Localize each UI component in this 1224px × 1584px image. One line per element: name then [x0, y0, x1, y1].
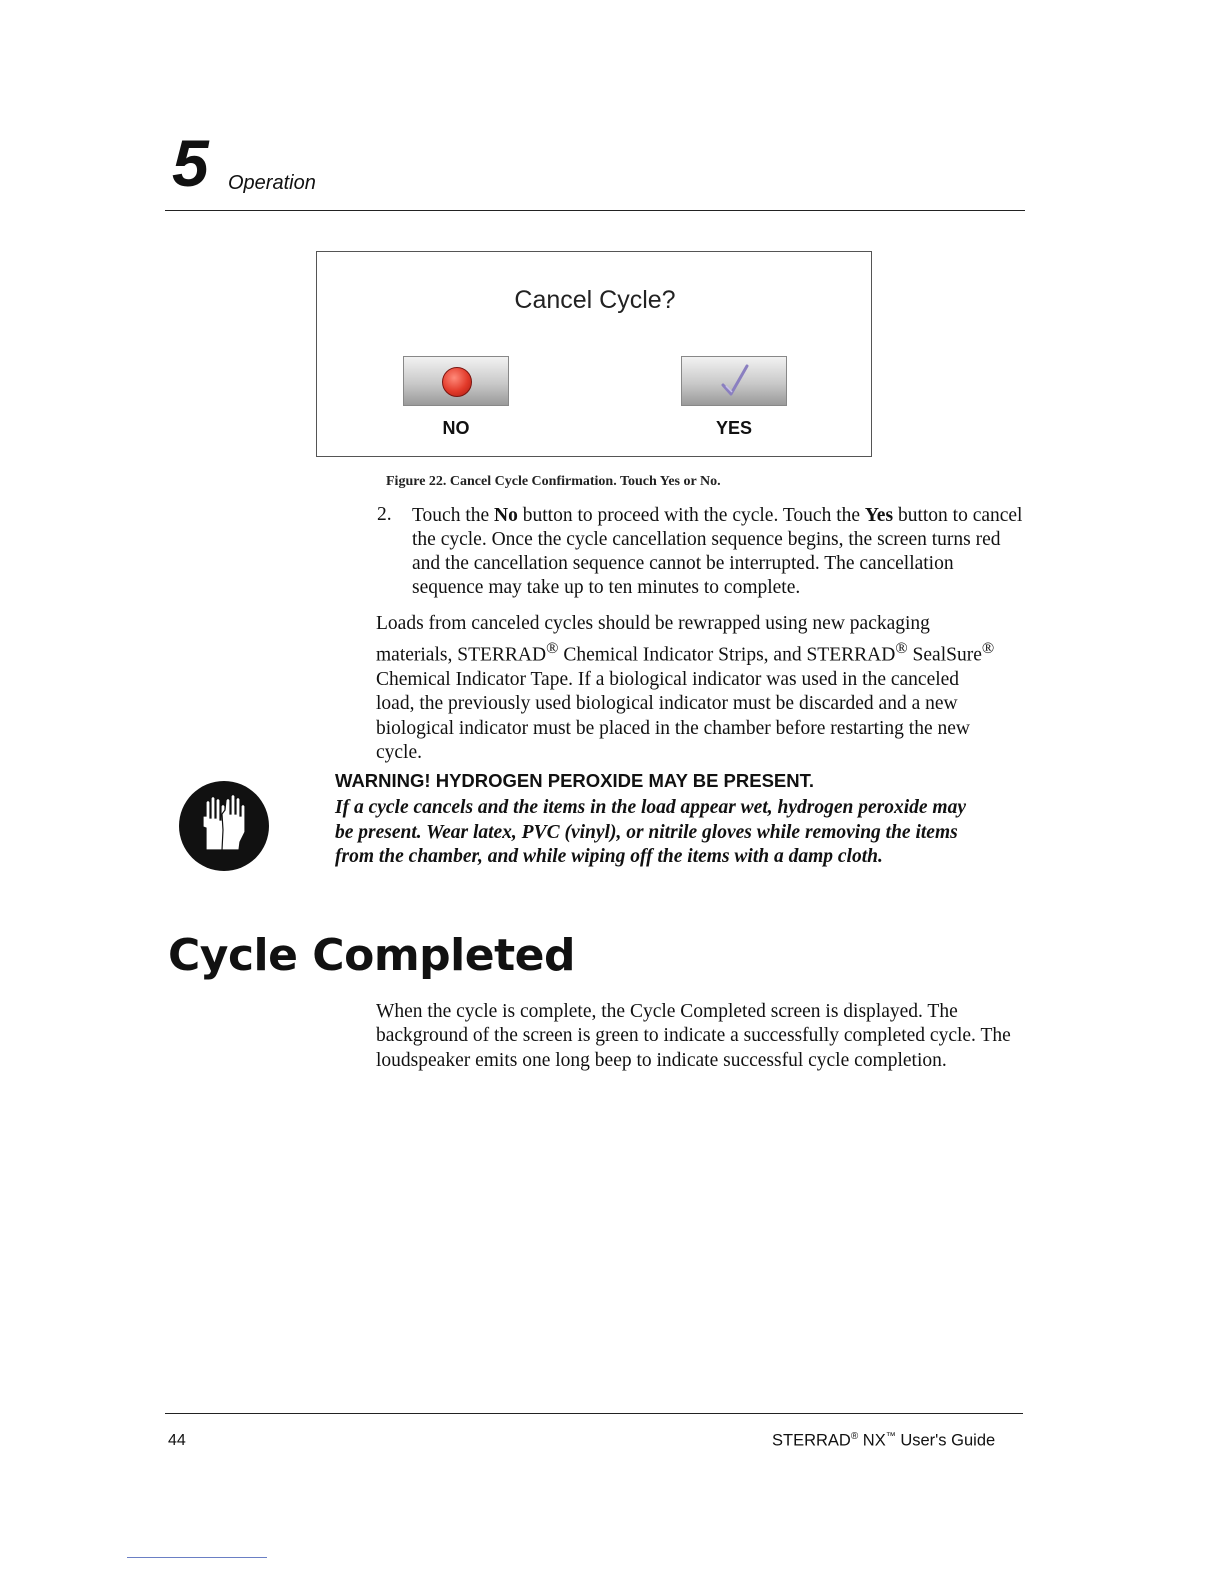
- step-text-part: button to cancel the cycle. Once the cycle cancellation sequence begins, the screen turns red and the cancellation sequence cannot be interrupted. The cancellation sequence may take up to ten minutes to complete.: [412, 505, 1023, 598]
- scan-artifact-line: [127, 1557, 267, 1558]
- product-name: STERRAD: [772, 1431, 851, 1450]
- stop-icon: [442, 367, 472, 397]
- step-text-part: Touch the: [412, 505, 495, 526]
- cycle-completed-paragraph: When the cycle is complete, the Cycle Completed screen is displayed. The background of the screen is green to indicate a successfully completed cycle. The loudspeaker emits one long beep to indicate successful cycle completion.: [376, 1001, 1011, 1071]
- page-number: 44: [168, 1432, 186, 1449]
- guide-label: User's Guide: [895, 1431, 996, 1450]
- list-item-number: 2.: [377, 504, 392, 525]
- paragraph-text: Loads from canceled cycles should be rewrapped using new packaging materials, STERRAD: [376, 613, 930, 666]
- gloves-icon: [178, 780, 270, 872]
- dialog-title: Cancel Cycle?: [514, 286, 676, 314]
- paragraph-text: Chemical Indicator Tape. If a biological indicator was used in the canceled load, the previously used biological indicator must be discarded and a new biological indicator must be placed in the chamber before restarting the new cycle.: [376, 669, 970, 763]
- no-button-label: NO: [442, 418, 470, 438]
- header-rule: [165, 210, 1025, 211]
- warning-heading: WARNING! HYDROGEN PEROXIDE MAY BE PRESENT.: [335, 770, 815, 791]
- section-heading: Cycle Completed: [168, 930, 575, 981]
- registered-mark: ®: [981, 639, 995, 658]
- yes-button-label: YES: [715, 418, 753, 438]
- paragraph-text: SealSure: [907, 644, 982, 666]
- registered-mark: ®: [850, 1431, 859, 1442]
- step-text-part: button to proceed with the cycle. Touch the: [517, 505, 865, 526]
- chapter-number: 5: [172, 126, 209, 200]
- model-name: NX: [858, 1431, 886, 1450]
- no-button[interactable]: [403, 356, 509, 406]
- registered-mark: ®: [895, 639, 908, 658]
- cancel-cycle-dialog-figure: [316, 251, 872, 457]
- footer-guide-title: [772, 1431, 995, 1451]
- loads-paragraph: [376, 612, 996, 765]
- checkmark-icon: [720, 363, 750, 399]
- warning-body: If a cycle cancels and the items in the load appear wet, hydrogen peroxide may be present. Wear latex, PVC (vinyl), or nitrile gloves while removing the items from the chamber, and while wiping off the items with a damp cloth.: [335, 797, 966, 867]
- figure-caption: Figure 22. Cancel Cycle Confirmation. Touch Yes or No.: [386, 474, 721, 489]
- paragraph-text: Chemical Indicator Strips, and STERRAD: [558, 644, 896, 666]
- yes-keyword: Yes: [864, 505, 894, 526]
- no-keyword: No: [494, 505, 518, 526]
- footer-rule: [165, 1413, 1023, 1414]
- trademark-mark: ™: [885, 1431, 896, 1442]
- registered-mark: ®: [546, 639, 559, 658]
- chapter-title: Operation: [228, 172, 316, 194]
- list-item-text: [412, 504, 1024, 600]
- yes-button[interactable]: [681, 356, 787, 406]
